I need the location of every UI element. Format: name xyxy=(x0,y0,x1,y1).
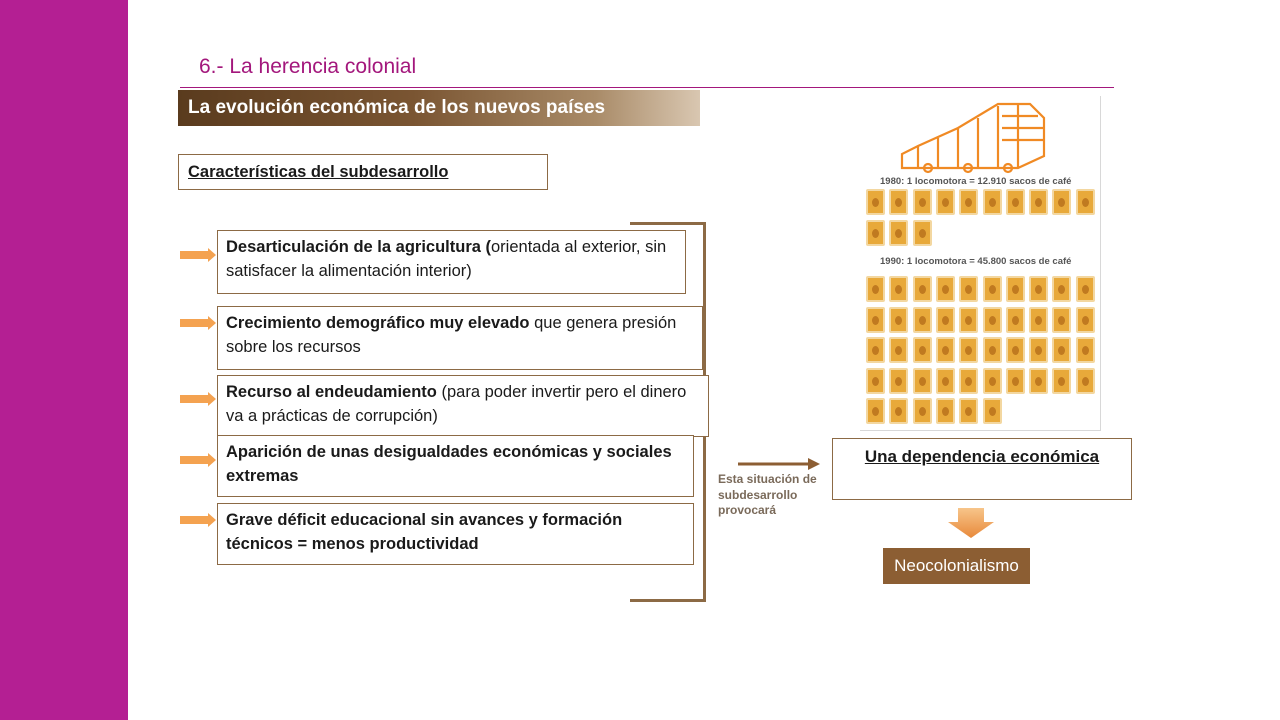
coffee-sack-icon xyxy=(866,220,885,246)
coffee-sack-icon xyxy=(959,307,978,333)
coffee-sack-icon xyxy=(866,398,885,424)
side-note: Esta situación de subdesarrollo provocará xyxy=(718,472,817,517)
title-divider xyxy=(180,87,1114,88)
coffee-sack-icon xyxy=(1006,368,1025,394)
page-title: 6.- La herencia colonial xyxy=(199,55,417,78)
coffee-sack-icon xyxy=(983,307,1002,333)
coffee-sack-icon xyxy=(1076,368,1095,394)
coffee-sack-icon xyxy=(866,307,885,333)
dependency-box xyxy=(832,438,1132,500)
item-4-arrow-icon xyxy=(180,453,216,467)
coffee-sack-icon xyxy=(1006,307,1025,333)
coffee-sack-icon xyxy=(866,189,885,215)
coffee-sack-icon xyxy=(1006,337,1025,363)
coffee-sack-icon xyxy=(1029,368,1048,394)
connector-arrow-icon xyxy=(738,456,820,472)
item-education xyxy=(217,503,694,565)
coffee-sack-icon xyxy=(1076,337,1095,363)
coffee-sack-icon xyxy=(983,398,1002,424)
coffee-sack-icon xyxy=(959,189,978,215)
coffee-sack-icon xyxy=(1052,337,1071,363)
item-5-arrow-icon xyxy=(180,513,216,527)
coffee-sack-icon xyxy=(936,189,955,215)
coffee-sack-icon xyxy=(959,337,978,363)
coffee-sack-icon xyxy=(1076,189,1095,215)
coffee-sack-icon xyxy=(1052,307,1071,333)
section-banner-text: La evolución económica de los nuevos países xyxy=(188,97,606,118)
left-sidebar-band xyxy=(0,0,128,720)
coffee-sack-icon xyxy=(959,368,978,394)
locomotive-icon xyxy=(898,98,1048,174)
item-agriculture xyxy=(217,230,686,294)
item-demography xyxy=(217,306,703,370)
item-2-arrow-icon xyxy=(180,316,216,330)
coffee-sack-icon xyxy=(1006,189,1025,215)
coffee-sack-icon xyxy=(936,276,955,302)
coffee-sack-icon xyxy=(1052,276,1071,302)
subtitle-text: Características del subdesarrollo xyxy=(188,163,449,181)
caption-1980: 1980: 1 locomotora = 12.910 sacos de café xyxy=(880,176,1072,187)
locomotive-coffee-illustration xyxy=(860,96,1101,431)
coffee-sack-icon xyxy=(889,368,908,394)
item-5-bold: Grave déficit educacional sin avances y formación técnicos = menos productividad xyxy=(226,511,623,553)
coffee-sack-icon xyxy=(889,337,908,363)
coffee-sack-icon xyxy=(1052,368,1071,394)
coffee-sack-icon xyxy=(1029,189,1048,215)
coffee-sack-icon xyxy=(1006,276,1025,302)
item-1-text: orientada al exterior, sin satisfacer la alimentación interior) xyxy=(226,238,667,280)
coffee-sack-icon xyxy=(889,220,908,246)
item-3-arrow-icon xyxy=(180,392,216,406)
coffee-sack-icon xyxy=(889,307,908,333)
item-3-text: (para poder invertir pero el dinero va a prácticas de corrupción) xyxy=(226,383,687,425)
coffee-sack-icon xyxy=(1029,337,1048,363)
coffee-sack-icon xyxy=(959,276,978,302)
coffee-sack-icon xyxy=(913,189,932,215)
subtitle-box xyxy=(178,154,548,190)
coffee-sack-icon xyxy=(983,337,1002,363)
coffee-sack-icon xyxy=(1076,307,1095,333)
coffee-sack-icon xyxy=(913,307,932,333)
neocolonialism-label: Neocolonialismo xyxy=(883,548,1030,584)
item-debt xyxy=(217,375,709,437)
coffee-sack-icon xyxy=(889,276,908,302)
coffee-sack-icon xyxy=(866,276,885,302)
coffee-sack-icon xyxy=(983,189,1002,215)
coffee-sack-icon xyxy=(889,189,908,215)
caption-1990: 1990: 1 locomotora = 45.800 sacos de café xyxy=(880,256,1072,267)
item-1-bold: Desarticulación de la agricultura ( xyxy=(226,238,491,256)
coffee-sack-icon xyxy=(936,368,955,394)
item-4-bold: Aparición de unas desigualdades económicas y sociales extremas xyxy=(226,443,672,485)
item-2-bold: Crecimiento demográfico muy elevado xyxy=(226,314,530,332)
coffee-sack-icon xyxy=(936,398,955,424)
coffee-sack-icon xyxy=(913,337,932,363)
coffee-sack-icon xyxy=(1052,189,1071,215)
down-arrow-icon xyxy=(948,508,994,538)
coffee-sack-icon xyxy=(913,368,932,394)
coffee-sack-icon xyxy=(959,398,978,424)
coffee-sack-icon xyxy=(889,398,908,424)
coffee-sack-icon xyxy=(866,337,885,363)
coffee-sack-icon xyxy=(1029,276,1048,302)
coffee-sack-icon xyxy=(866,368,885,394)
coffee-sack-icon xyxy=(983,276,1002,302)
coffee-sack-icon xyxy=(1076,276,1095,302)
coffee-sack-icon xyxy=(936,337,955,363)
coffee-sack-icon xyxy=(913,398,932,424)
item-1-arrow-icon xyxy=(180,248,216,262)
coffee-sack-icon xyxy=(913,220,932,246)
coffee-sack-icon xyxy=(936,307,955,333)
coffee-sack-icon xyxy=(983,368,1002,394)
item-3-bold: Recurso al endeudamiento xyxy=(226,383,437,401)
section-banner xyxy=(178,90,700,126)
coffee-sack-icon xyxy=(913,276,932,302)
item-2-text: que genera presión sobre los recursos xyxy=(226,314,677,356)
dependency-text: Una dependencia económica xyxy=(864,447,1100,466)
item-inequality xyxy=(217,435,694,497)
coffee-sack-icon xyxy=(1029,307,1048,333)
